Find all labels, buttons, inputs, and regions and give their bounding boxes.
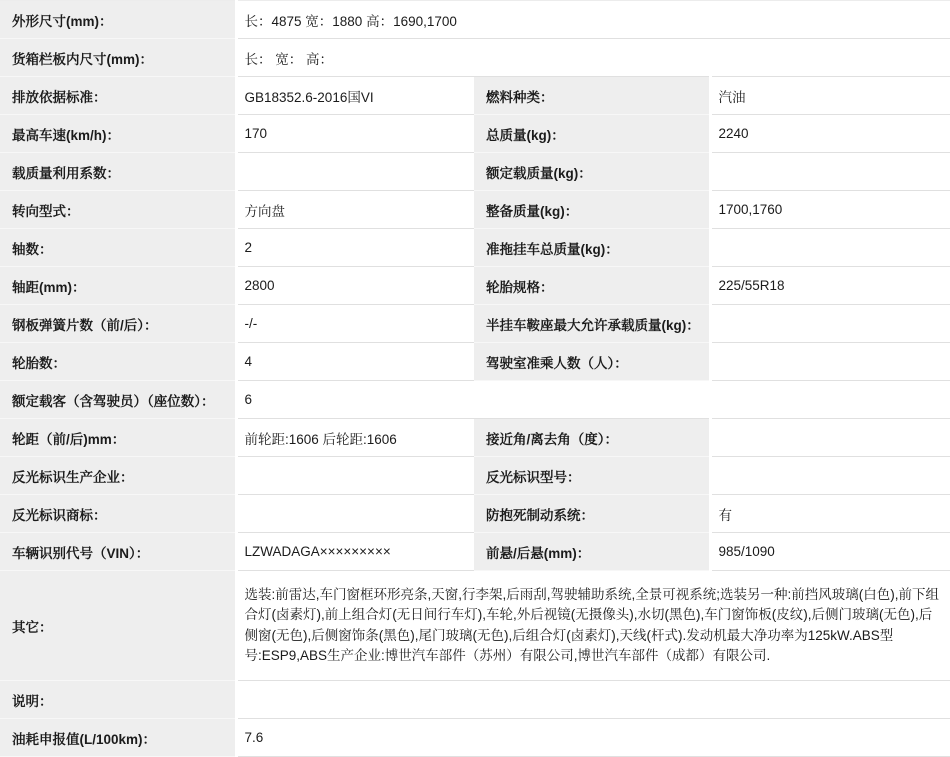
spec-label-cab-passengers: 驾驶室准乘人数（人）： bbox=[474, 343, 710, 381]
spec-value-notes bbox=[236, 681, 950, 719]
spec-value-reflector-brand bbox=[236, 495, 474, 533]
spec-value-abs: 有 bbox=[710, 495, 950, 533]
table-row bbox=[0, 153, 950, 191]
spec-value-seating-capacity: 6 bbox=[236, 381, 950, 419]
table-row bbox=[0, 229, 950, 267]
spec-label-reflector-maker: 反光标识生产企业： bbox=[0, 457, 236, 495]
spec-label-steering-type: 转向型式： bbox=[0, 191, 236, 229]
spec-label-tire-spec: 轮胎规格： bbox=[474, 267, 710, 305]
spec-label-track-width: 轮距（前/后)mm： bbox=[0, 419, 236, 457]
spec-value-vin: LZWADAGA××××××××× bbox=[236, 533, 474, 571]
spec-value-approach-angle bbox=[710, 419, 950, 457]
spec-value-saddle-load bbox=[710, 305, 950, 343]
spec-label-curb-weight: 整备质量(kg)： bbox=[474, 191, 710, 229]
spec-value-overhang: 985/1090 bbox=[710, 533, 950, 571]
spec-value-wheelbase: 2800 bbox=[236, 267, 474, 305]
spec-label-max-speed: 最高车速(km/h)： bbox=[0, 115, 236, 153]
table-row bbox=[0, 681, 950, 719]
spec-label-seating-capacity: 额定载客（含驾驶员）（座位数）： bbox=[0, 381, 236, 419]
table-row bbox=[0, 39, 950, 77]
spec-value-total-mass: 2240 bbox=[710, 115, 950, 153]
spec-label-abs: 防抱死制动系统： bbox=[474, 495, 710, 533]
spec-value-emission-standard: GB18352.6-2016国VI bbox=[236, 77, 474, 115]
spec-value-fuel-consumption: 7.6 bbox=[236, 719, 950, 757]
table-row bbox=[0, 381, 950, 419]
spec-label-fuel-type: 燃料种类： bbox=[474, 77, 710, 115]
spec-label-trailer-mass: 准拖挂车总质量(kg)： bbox=[474, 229, 710, 267]
spec-value-axle-count: 2 bbox=[236, 229, 474, 267]
spec-label-notes: 说明： bbox=[0, 681, 236, 719]
spec-label-dimensions: 外形尺寸(mm)： bbox=[0, 1, 236, 39]
spec-label-overhang: 前悬/后悬(mm)： bbox=[474, 533, 710, 571]
spec-label-other: 其它： bbox=[0, 571, 236, 681]
spec-value-cargo-box: 长： 宽： 高： bbox=[236, 39, 950, 77]
spec-value-tire-spec: 225/55R18 bbox=[710, 267, 950, 305]
spec-label-wheelbase: 轴距(mm)： bbox=[0, 267, 236, 305]
spec-value-steering-type: 方向盘 bbox=[236, 191, 474, 229]
table-row bbox=[0, 719, 950, 757]
spec-value-other: 选装:前雷达,车门窗框环形亮条,天窗,行李架,后雨刮,驾驶辅助系统,全景可视系统;选装另一种:前挡风玻璃(白色),前下组合灯(卤素灯),前上组合灯(无日间行车灯),车轮,外后视镜(无摄像头),水切(黑色),车门窗饰板(皮纹),后侧门玻璃(无色),后侧窗(无色),后侧窗饰条(黑色),尾门玻璃(无色),后组合灯(卤素灯),天线(杆式).发动机最大净功率为125kW.ABS型号:ESP9,ABS生产企业:博世汽车部件（苏州）有限公司,博世汽车部件（成都）有限公司. bbox=[236, 571, 950, 681]
spec-label-axle-count: 轴数： bbox=[0, 229, 236, 267]
spec-value-reflector-maker bbox=[236, 457, 474, 495]
spec-label-leaf-springs: 钢板弹簧片数（前/后）： bbox=[0, 305, 236, 343]
spec-value-curb-weight: 1700,1760 bbox=[710, 191, 950, 229]
table-row bbox=[0, 77, 950, 115]
spec-value-load-factor bbox=[236, 153, 474, 191]
spec-value-dimensions: 长：4875 宽：1880 高：1690,1700 bbox=[236, 1, 950, 39]
spec-label-load-factor: 载质量利用系数： bbox=[0, 153, 236, 191]
spec-label-emission-standard: 排放依据标准： bbox=[0, 77, 236, 115]
table-row bbox=[0, 1, 950, 39]
spec-label-reflector-model: 反光标识型号： bbox=[474, 457, 710, 495]
spec-label-saddle-load: 半挂车鞍座最大允许承载质量(kg)： bbox=[474, 305, 710, 343]
spec-value-rated-load bbox=[710, 153, 950, 191]
spec-label-total-mass: 总质量(kg)： bbox=[474, 115, 710, 153]
spec-label-reflector-brand: 反光标识商标： bbox=[0, 495, 236, 533]
spec-label-cargo-box: 货箱栏板内尺寸(mm)： bbox=[0, 39, 236, 77]
table-row bbox=[0, 533, 950, 571]
table-row bbox=[0, 495, 950, 533]
table-row bbox=[0, 571, 950, 681]
table-row bbox=[0, 305, 950, 343]
table-row bbox=[0, 457, 950, 495]
spec-value-tire-count: 4 bbox=[236, 343, 474, 381]
spec-value-track-width: 前轮距:1606 后轮距:1606 bbox=[236, 419, 474, 457]
table-row bbox=[0, 419, 950, 457]
spec-value-fuel-type: 汽油 bbox=[710, 77, 950, 115]
spec-label-rated-load: 额定载质量(kg)： bbox=[474, 153, 710, 191]
spec-value-leaf-springs: -/- bbox=[236, 305, 474, 343]
spec-value-reflector-model bbox=[710, 457, 950, 495]
spec-value-max-speed: 170 bbox=[236, 115, 474, 153]
spec-label-vin: 车辆识别代号（VIN）： bbox=[0, 533, 236, 571]
table-row bbox=[0, 115, 950, 153]
spec-value-cab-passengers bbox=[710, 343, 950, 381]
table-row bbox=[0, 343, 950, 381]
spec-label-fuel-consumption: 油耗申报值(L/100km)： bbox=[0, 719, 236, 757]
spec-label-approach-angle: 接近角/离去角（度）： bbox=[474, 419, 710, 457]
table-row bbox=[0, 191, 950, 229]
spec-value-trailer-mass bbox=[710, 229, 950, 267]
spec-label-tire-count: 轮胎数： bbox=[0, 343, 236, 381]
table-row bbox=[0, 267, 950, 305]
